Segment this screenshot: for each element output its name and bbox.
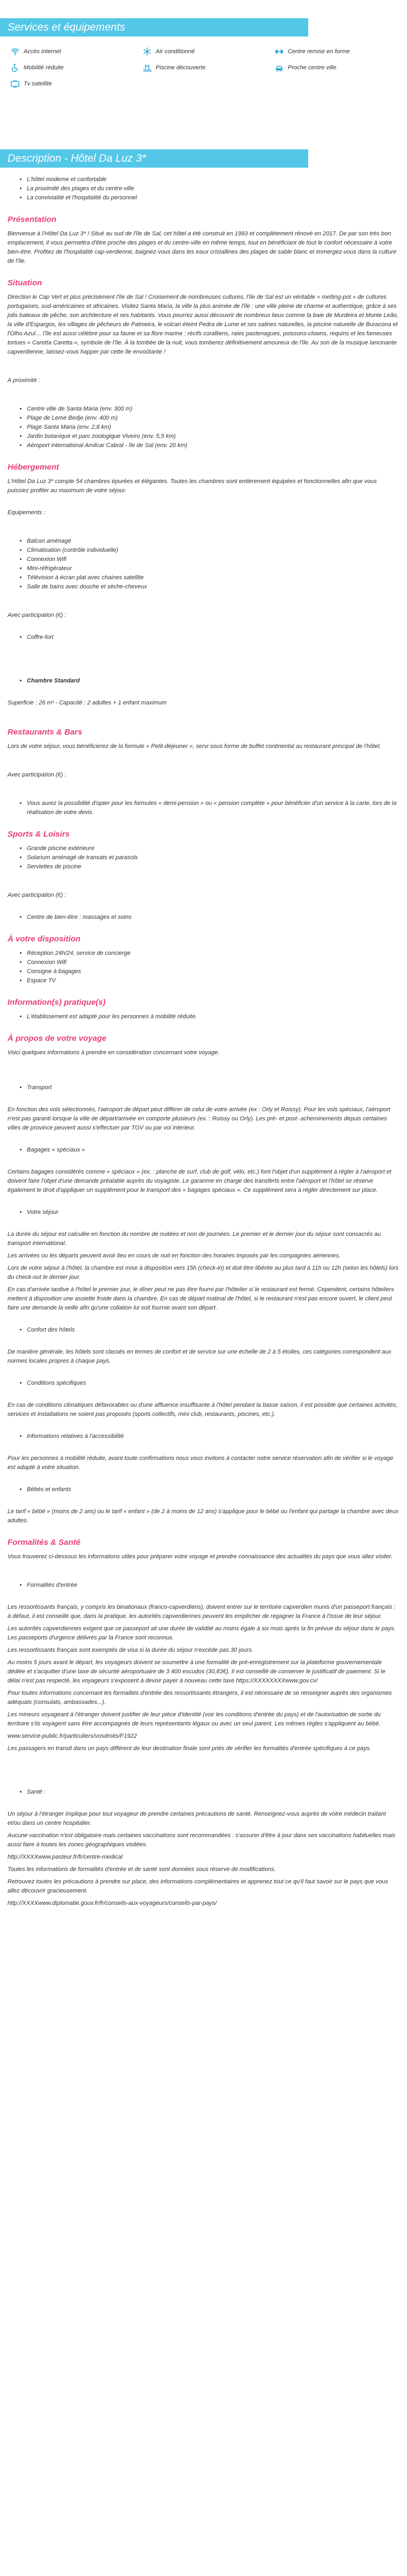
- formalites-title: • Formalités d'entrée: [27, 1581, 399, 1590]
- equipements-list: [27, 537, 399, 592]
- proximity-list: [27, 405, 399, 450]
- amenity-aircon: [143, 46, 248, 57]
- amenity-mobility: [11, 62, 116, 73]
- confort-text: De manière générale, les hôtels sont classés en termes de confort et de service sur une échelle de 2 à 5 étoiles, ces catégories correspondent aux normes locales propres à chaque pays.: [8, 1349, 391, 1364]
- description-title: Description - Hôtel Da Luz 3*: [0, 149, 308, 168]
- amenity-label: Piscine découverte: [156, 64, 206, 71]
- restaurants-payant-list: [27, 799, 399, 817]
- formalites-text: Les ressortissants français, y compris les binationaux (franco-capverdiens), doivent entrer sur le territoire capverdien munis d'un passeport français : à défaut, il est conseillé que, dans la pratique, les autorités capverdiennes peuvent les empêcher de regagner la France à l'issue de leur séjour.: [8, 1604, 396, 1620]
- amenity-label: Accès internet: [24, 48, 61, 55]
- formalites-text: Les passagers en transit dans un pays différent de leur destination finale sont priés de vérifier les formalités d'entrée spécifiques à ce pays.: [8, 1745, 372, 1752]
- restaurants-text: Lors de votre séjour, vous bénéficierez de la formule « Petit-déjeuner », servi sous forme de buffet continental au restaurant principal de l'hôtel.: [8, 743, 381, 750]
- sports-payant-list: [27, 913, 399, 922]
- confort-title-list: [27, 1326, 399, 1335]
- amenity-label: Tv satellite: [24, 80, 52, 87]
- room-type: [27, 677, 399, 686]
- sejour-text: Lors de votre séjour à l'hôtel, la chambre est mise à disposition vers 15h (check-in) et doit être libérée au plus tard à 11h ou 12h (selon les hôtels) lors du check-out le dernier jour.: [8, 1265, 399, 1280]
- sante-text: Aucune vaccination n'est obligatoire mais certaines vaccinations sont recommandées : s'assurer d'être à jour dans ses vaccinations habituelles mais aussi faire à toutes les zones géographiques visitées.: [8, 1832, 396, 1848]
- sejour-title-list: [27, 1208, 399, 1217]
- situation-text: Direction le Cap Vert et plus précisément l'île de Sal ! Croisement de nombreuses cultures, l'île de Sal est un véritable « melting-pot » de cultures portugaises, sud-américaines et africaines. Visitez Santa Maria, la ville la plus animée de l'île : une ville pleine de charme et authentique, grâce à ses jolis bateaux de pêche, son architecture et ses habitants. Vous pourrez aussi découvrir de nombreux lieux comme la baie de Murdeira et Monte Leão, la ville d'Espargos, les villages de pêcheurs de Palmeira, le volcan éteint Pedra de Lume et ses salines naturelles, la piscine naturelle de Buracona et l'Olho Azul… l'île est aussi célèbre pour sa faune et sa flore marine : récifs coralliens, raies pastenagues, poissons-clowns, requins et les fameuses tortues « Caretta Caretta », symbole de l'île. À la tombée de la nuit, vous tomberez définitivement amoureux de l'île. Au son de la musique lancinante capverdienne, laissez-vous happer par cette île envoûtante !: [8, 294, 398, 355]
- list-item: • Plage de Leme Bedje (env. 400 m): [27, 414, 399, 423]
- wifi-icon: [11, 47, 19, 56]
- list-item: • Espace TV: [27, 976, 399, 985]
- formalites-intro: Vous trouverez ci-dessous les informations utiles pour préparer votre voyage et prendre connaissance des actualités du pays que vous allez visiter.: [8, 1553, 393, 1560]
- list-item: • Mini-réfrigérateur: [27, 564, 399, 573]
- sejour-text: Les arrivées ou les départs peuvent avoir lieu en cours de nuit en fonction des horaires imposés par les compagnies aériennes.: [8, 1253, 341, 1259]
- list-item: • Climatisation (contrôle individuelle): [27, 546, 399, 555]
- amenity-label: Air conditionné: [156, 48, 195, 55]
- proximity-label: A proximité :: [8, 377, 40, 384]
- situation-heading: Situation: [8, 278, 42, 287]
- formalites-text: Les mineurs voyageant à l'étranger doivent justifier de leur pièce d'identité (voir les conditions d'entrée du pays) et de l'autorisation de sortie du territoire s'ils voyagent sans être accompagnés de leurs représentants légaux ou avec un seul parent. Les mêmes règles s'appliquent au bébé.: [8, 1711, 381, 1727]
- restaurants-heading: Restaurants & Bars: [8, 728, 83, 737]
- payant-list: [27, 633, 399, 642]
- information-heading: Information(s) pratique(s): [8, 998, 106, 1007]
- list-item: • La proximité des plages et du centre-ville: [27, 184, 399, 193]
- list-item: • Plage Santa Maria (env. 2,8 km): [27, 423, 399, 432]
- transport-title: • Transport: [27, 1083, 399, 1092]
- sante-text: Toutes les informations de formalités d'entrée et de santé sont données sous réserve de modifications.: [8, 1866, 276, 1873]
- list-item: • Consigne à bagages: [27, 967, 399, 976]
- conditions-title: • Conditions spécifiques: [27, 1379, 399, 1388]
- room-info: Superficie : 26 m² - Capacité : 2 adultes + 1 enfant maximum: [8, 700, 167, 706]
- accessibilite-text: Pour les personnes à mobilité réduite, avant toute confirmations nous vous invitons à contacter notre service réservation afin de vérifier si le voyage est adapté à votre situation.: [8, 1455, 394, 1471]
- disposition-list: [27, 949, 399, 985]
- presentation-text: Bienvenue à l'Hôtel Da Luz 3* ! Situé au sud de l'île de Sal, cet hôtel a été construit en 1993 et complètement rénové en 2017. De par son très bon emplacement, il vous permettra d'être proche des plages et du centre-ville en même temps, tout en bénéficiant de tout le confort nécessaire à votre bien-être. Profitez de l'hospitalité cap-verdienne, baignez-vous dans les eaux cristallines des plages de sable blanc et immergez-vous dans la culture de l'île.: [8, 231, 397, 264]
- list-item: • Aéroport international Amilcar Cabral - île de Sal (env. 20 km): [27, 441, 399, 450]
- list-item: • Centre ville de Santa Maria (env. 300 m): [27, 405, 399, 414]
- sejour-title: • Votre séjour: [27, 1208, 399, 1217]
- bebes-title-list: [27, 1485, 399, 1494]
- sports-list: [27, 844, 399, 872]
- formalites-link[interactable]: www.service-public.fr/particuliers/vosdroits/F1922: [8, 1733, 137, 1739]
- list-item: • L'hôtel moderne et confortable: [27, 175, 399, 184]
- highlights-list: [27, 175, 399, 203]
- accessibilite-title: • Informations relatives à l'accessibilité: [27, 1432, 399, 1441]
- formalites-title-list: [27, 1581, 399, 1590]
- list-item: • Connexion Wifi: [27, 555, 399, 564]
- transport-text: En fonction des vols sélectionnés, l'aéroport de départ peut différer de celui de votre arrivée (ex : Orly et Roissy). Pour les vols spéciaux, l'aéroport n'est pas garanti lorsque la ville de départ/arrivée en comporte plusieurs (ex. : Roissy ou Orly). Les pré- et post- acheminements depuis certaines villes de province peuvent aussi s'effectuer par TGV ou par voi interieur.: [8, 1106, 390, 1131]
- services-title: Services et équipements: [0, 18, 308, 37]
- amenity-pool: [143, 62, 248, 73]
- room-type-list: [27, 677, 399, 686]
- payant-label: Avec participation (€) :: [8, 772, 67, 778]
- bagages-title-list: [27, 1146, 399, 1155]
- apropos-heading: À propos de votre voyage: [8, 1034, 107, 1043]
- sante-title: • Santé :: [27, 1788, 399, 1797]
- snowflake-icon: [143, 47, 151, 56]
- payant-label: Avec participation (€) :: [8, 612, 67, 618]
- formalites-text: Pour toutes informations concernant les formalités d'entrée des ressortissants étrangers, il est nécessaire de se renseigner auprès des organismes adéquats (consulats, ambassades...).: [8, 1690, 392, 1706]
- room-type-label: Chambre Standard: [27, 678, 80, 684]
- amenity-center: [275, 62, 380, 73]
- amenity-label: Centre remise en forme: [288, 48, 350, 55]
- list-item: • L'établissement est adapté pour les personnes à mobilité réduite.: [27, 1012, 399, 1021]
- car-icon: [275, 63, 284, 72]
- sante-link[interactable]: http://XXXXwww.diplomatie.gouv.fr/fr/conseils-aux-voyageurs/conseils-par-pays/: [8, 1900, 217, 1906]
- sejour-text: En cas d'arrivée tardive à l'hôtel le premier jour, le dîner peut ne pas être fourni par l'hôtelier si le restaurant est fermé. Cependent, certains hôteliers mettent à disposition une assiette froide dans la chambre. En cas de départ matinal de l'hôtel, si le restaurant n'est pas encore ouvert, le client peut faire une demande la veille afin qu'une collation lui soit fournie avant son départ.: [8, 1286, 394, 1311]
- apropos-intro: Voici quelques informations à prendre en considération concernant votre voyage.: [8, 1049, 220, 1056]
- list-item: • Balcon aménagé: [27, 537, 399, 546]
- formalites-text: Les ressortissants français sont exemptés de visa si la durée du séjour n'excède pas 30 jours.: [8, 1647, 253, 1653]
- disposition-heading: À votre disposition: [8, 934, 81, 944]
- conditions-text: En cas de conditions climatiques défavorables ou d'une affluence insuffisante à l'hôtel pendant la basse saison, il est possible que certaines activités, services et installations ne soient pas proposés (sports collectifs, mini club, restaurants, piscines, etc.).: [8, 1402, 398, 1417]
- amenities-grid: [8, 46, 399, 89]
- sejour-text: La durée du séjour est calculée en fonction du nombre de nuitées et non de journées. Le premier et le dernier jour du séjour sont consacrés au transport international.: [8, 1231, 381, 1247]
- list-item: • Jardin botanique et parc zoologique Viveiro (env. 5,5 km): [27, 432, 399, 441]
- sante-text: Retrouvez toutes les précautions à prendre sur place, des informations complémentaires et apprenez tout ce qu'il faut savoir sur le pays que vous allez découvrir gracieusement.: [8, 1879, 388, 1894]
- bagages-title: • Bagages « spéciaux »: [27, 1146, 399, 1155]
- list-item: • La convivialité et l'hospitalité du personnel: [27, 193, 399, 203]
- amenity-tv: [11, 78, 116, 89]
- list-item: • Coffre-fort: [27, 633, 399, 642]
- conditions-title-list: [27, 1379, 399, 1388]
- sports-heading: Sports & Loisirs: [8, 830, 70, 839]
- formalites-text: Au moins 5 jours avant le départ, les voyageurs doivent se soumettre à une formalité de pré-enregistrement sur la plateforme gouvernementale dédiée et s'acquitter d'une taxe de sécurité aéroportuaire de 3 400 escudos (30,83€). Il est conseillé de conserver le justificatif de paiement. Si le délai n'est pas respecté, les voyageurs s'exposent à devoir payer à nouveau cette taxe https://XXXXXXXXwww.gov.cv/: [8, 1659, 386, 1684]
- wheelchair-icon: [11, 63, 19, 72]
- list-item: • Grande piscine extérieure: [27, 844, 399, 853]
- amenity-label: Proche centre ville: [288, 64, 337, 71]
- information-list: [27, 1012, 399, 1021]
- bebes-text: Le tarif « bébé » (moins de 2 ans) ou le tarif « enfant » (de 2 à moins de 12 ans) s'applique pour le bébé ou l'enfant qui partage la chambre avec deux adultes.: [8, 1508, 399, 1524]
- list-item: • Réception 24h/24, service de concierge: [27, 949, 399, 958]
- amenity-label: Mobilité réduite: [24, 64, 64, 71]
- bagages-text: Certains bagages considérés comme « spéciaux » (ex. : planche de surf, club de golf, vélo, etc.) font l'objet d'un supplément à régler à l'aéroport et doivent faire l'objet d'une demande préalable auprès du voyagiste. Le garanme en charge des transferts entre l'aéroport et l'hôtel se réserve également le droit d'appliquer un supplément pour le transport des « bagages spéciaux ». Ce supplément sera à régler directement sur place.: [8, 1169, 391, 1193]
- equipements-label: Equipements :: [8, 509, 46, 516]
- formalites-text: Les autorités capverdiennes exigent que ce passeport ait une durée de validité au moins égale à six mois après la fin prévue du séjour dans le pays. Les passeports d'urgence délivrés par la France sont reconnus.: [8, 1625, 396, 1641]
- list-item: • Connexion Wifi: [27, 958, 399, 967]
- formalites-heading: Formalités & Santé: [8, 1538, 81, 1547]
- confort-title: • Confort des hôtels: [27, 1326, 399, 1335]
- page: [0, 18, 407, 1922]
- presentation-heading: Présentation: [8, 215, 56, 224]
- bebes-title: • Bébés et enfants: [27, 1485, 399, 1494]
- sante-link[interactable]: http://XXXXwww.pasteur.fr/fr/centre-medical: [8, 1854, 123, 1860]
- payant-label: Avec participation (€) :: [8, 892, 67, 898]
- transport-title-list: [27, 1083, 399, 1092]
- hebergement-text: L'Hôtel Da Luz 3* compte 54 chambres épurées et élégantes. Toutes les chambres sont entièrement équipées et fonctionnelles afin que vous puissiez profiter au maximum de votre séjour.: [8, 478, 377, 494]
- amenity-fitness: [275, 46, 380, 57]
- list-item: • Vous aurez la possibilité d'opter pour les formules « demi-pension » ou « pension complète » pour bénéficier d'un service à la carte, lors de la réalisation de votre devis.: [27, 799, 399, 817]
- list-item: • Salle de bains avec douche et sèche-cheveux: [27, 582, 399, 592]
- pool-icon: [143, 63, 151, 72]
- list-item: • Solarium aménagé de transats et parasols: [27, 853, 399, 862]
- dumbbell-icon: [275, 47, 284, 56]
- hebergement-heading: Hébergement: [8, 463, 59, 472]
- accessibilite-title-list: [27, 1432, 399, 1441]
- sante-title-list: [27, 1788, 399, 1797]
- sante-text: Un séjour à l'étranger implique pour tout voyageur de prendre certaines précautions de santé. Renseignez-vous auprès de votre médecin traitant et/ou dans un centre hospitalier.: [8, 1811, 386, 1826]
- list-item: • Télévision à écran plat avec chaines satellite: [27, 573, 399, 582]
- amenity-internet: [11, 46, 116, 57]
- list-item: • Serviettes de piscine: [27, 862, 399, 872]
- list-item: • Centre de bien-être : massages et soins: [27, 913, 399, 922]
- tv-icon: [11, 80, 19, 88]
